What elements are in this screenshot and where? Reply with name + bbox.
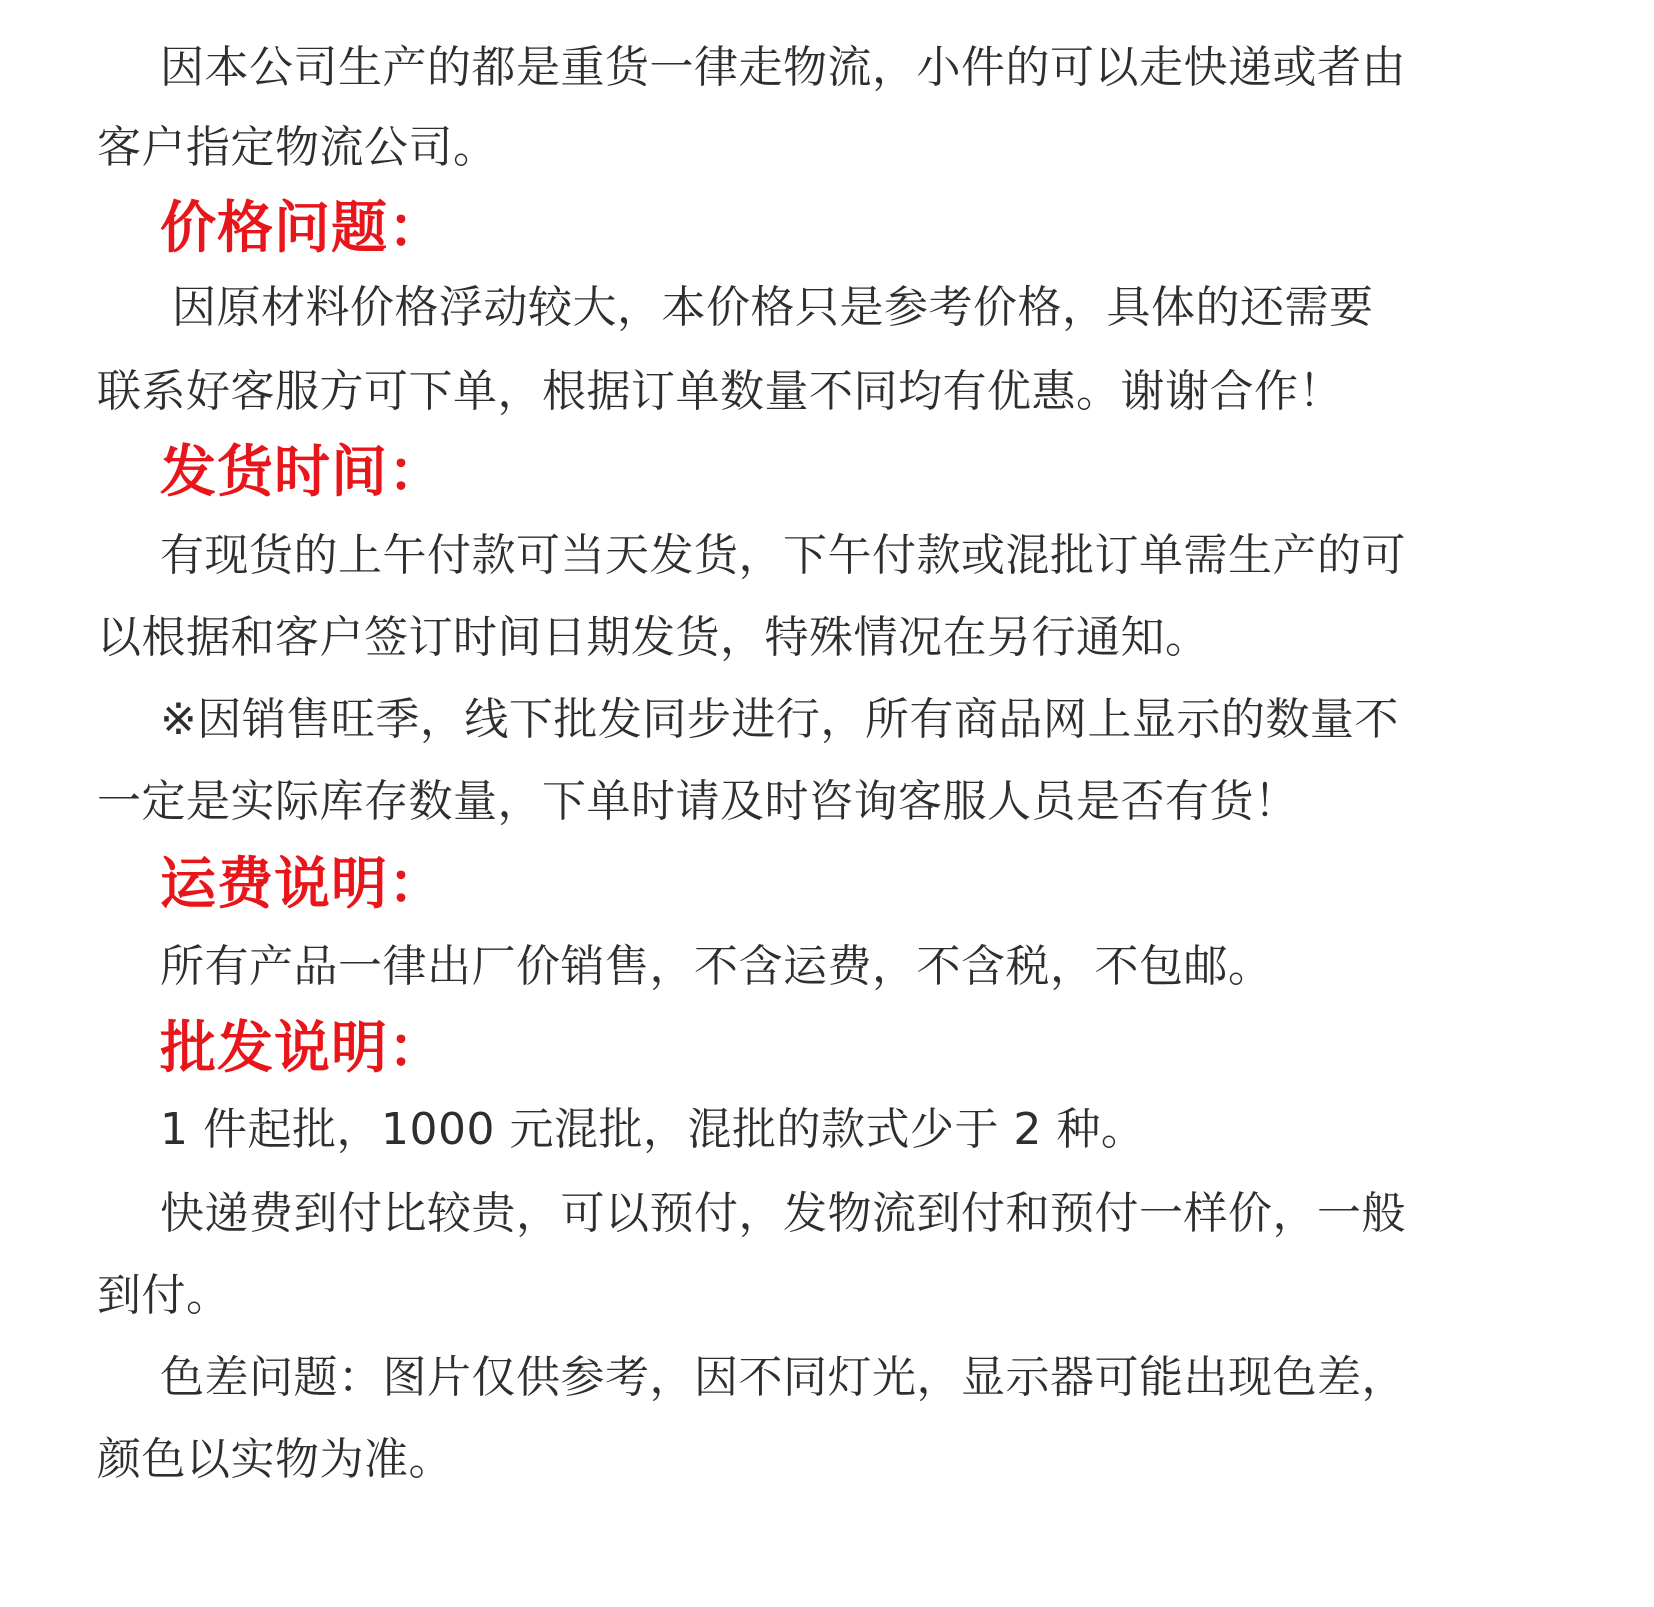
wholesale-line-1: 1 件起批，1000 元混批，混批的款式少于 2 种。: [160, 1104, 1146, 1155]
express-line-1: 快递费到付比较贵，可以预付，发物流到付和预付一样价，一般: [160, 1188, 1406, 1239]
stock-note-line-1: ※因销售旺季，线下批发同步进行，所有商品网上显示的数量不: [160, 694, 1399, 745]
shipping-time-line-2: 以根据和客户签订时间日期发货，特殊情况在另行通知。: [97, 612, 1210, 663]
price-heading: 价格问题：: [160, 196, 445, 261]
shipping-time-heading: 发货时间：: [160, 440, 445, 505]
shipping-time-line-1: 有现货的上午付款可当天发货，下午付款或混批订单需生产的可: [160, 530, 1406, 581]
freight-heading: 运费说明：: [160, 852, 445, 917]
wholesale-heading: 批发说明：: [160, 1016, 445, 1081]
price-line-2: 联系好客服方可下单，根据订单数量不同均有优惠。谢谢合作！: [97, 366, 1343, 417]
intro-line-1: 因本公司生产的都是重货一律走物流，小件的可以走快递或者由: [160, 42, 1406, 93]
freight-line-1: 所有产品一律出厂价销售，不含运费，不含税，不包邮。: [160, 941, 1273, 992]
stock-note-line-2: 一定是实际库存数量，下单时请及时咨询客服人员是否有货！: [97, 776, 1299, 827]
intro-line-2: 客户指定物流公司。: [97, 122, 498, 173]
express-line-2: 到付。: [97, 1270, 231, 1321]
color-diff-line-2: 颜色以实物为准。: [97, 1434, 453, 1485]
price-line-1: 因原材料价格浮动较大，本价格只是参考价格，具体的还需要: [172, 282, 1374, 333]
color-diff-line-1: 色差问题：图片仅供参考，因不同灯光，显示器可能出现色差，: [160, 1352, 1406, 1403]
